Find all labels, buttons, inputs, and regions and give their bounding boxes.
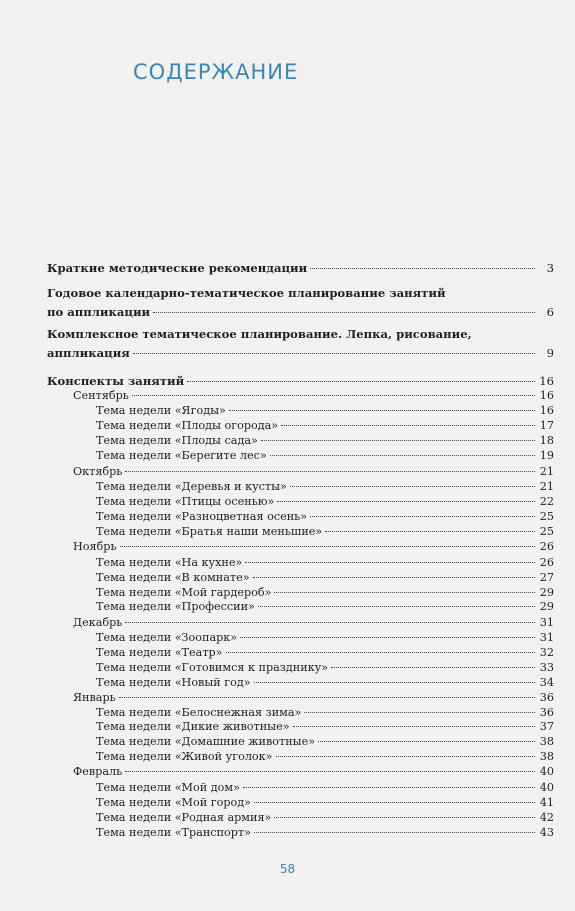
toc-entry-title: Тема недели «Белоснежная зима» [96,706,302,719]
toc-page-number: 17 [539,419,554,432]
toc-topic [96,781,554,795]
toc-entry-title: Тема недели «Профессии» [96,600,255,613]
dot-leader [132,395,535,396]
toc-entry-title: Тема недели «На кухне» [96,556,243,569]
toc-entry-title: Тема недели «Ягоды» [96,404,226,417]
toc-page-number: 36 [539,706,554,719]
dot-leader [125,471,535,472]
toc-page-number: 3 [546,261,554,275]
toc-topic [96,811,554,825]
toc-entry-line: Годовое календарно-тематическое планирование занятий [47,286,446,300]
toc-page-number: 21 [539,480,554,493]
toc-page-number: 31 [539,616,554,629]
toc-entry-title: Тема недели «Плоды сада» [96,434,258,447]
toc-entry-title: Декабрь [73,616,123,629]
toc-topic [96,495,554,509]
toc-topic [96,735,554,749]
toc-month [73,540,554,554]
dot-leader [290,486,535,487]
toc-topic [96,586,554,600]
toc-page-number: 9 [546,346,554,360]
dot-leader [270,455,535,456]
toc-entry-title: Тема недели «Мой дом» [96,781,240,794]
toc-page-number: 27 [539,571,554,584]
toc-entry-title: Февраль [73,765,123,778]
toc-page-number: 31 [539,631,554,644]
page-number: 58 [279,862,296,876]
toc-topic [96,676,554,690]
toc-entry-title: аппликация [47,346,130,360]
toc-page-number: 33 [539,661,554,674]
dot-leader [310,268,535,269]
toc-entry-title: Тема недели «Птицы осенью» [96,495,275,508]
toc-topic [96,706,554,720]
toc-page-number: 42 [539,811,554,824]
toc-entry-title: Тема недели «Театр» [96,646,223,659]
toc-topic [96,510,554,524]
toc-page-number: 16 [539,374,554,388]
toc-page-number: 38 [539,735,554,748]
dot-leader [243,787,535,788]
dot-leader [277,501,535,502]
dot-leader [245,562,535,563]
toc-entry-line: Комплексное тематическое планирование. Лепка, рисование, [47,327,472,341]
dot-leader [304,712,535,713]
toc-topic [96,556,554,570]
toc-topic [96,631,554,645]
dot-leader [254,682,535,683]
dot-leader [261,440,535,441]
toc-page-number: 34 [539,676,554,689]
toc-page-number: 19 [539,449,554,462]
toc-page-number: 22 [539,495,554,508]
toc-entry-title: Конспекты занятий [47,374,185,388]
dot-leader [120,546,535,547]
toc-page-number: 43 [539,826,554,839]
toc-topic [96,571,554,585]
toc-page-number: 26 [539,540,554,553]
toc-topic [96,826,554,840]
dot-leader [274,592,535,593]
toc-topic [96,750,554,764]
toc-page-number: 16 [539,389,554,402]
dot-leader [153,312,535,313]
toc-topic [96,525,554,539]
page-title: СОДЕРЖАНИЕ [133,60,299,84]
toc-entry-title: Тема недели «Братья наши меньшие» [96,525,323,538]
dot-leader [276,756,536,757]
toc-month [73,691,554,705]
dot-leader [125,622,535,623]
dot-leader [240,637,535,638]
toc-section [47,261,554,275]
dot-leader [133,353,535,354]
dot-leader [226,652,535,653]
toc-topic [96,434,554,448]
toc-page-number: 26 [539,556,554,569]
toc-entry-title: Тема недели «Мой город» [96,796,251,809]
toc-page-number: 29 [539,586,554,599]
dot-leader [274,817,535,818]
toc-page-number: 32 [539,646,554,659]
toc-topic [96,449,554,463]
dot-leader [325,531,535,532]
toc-entry-title: Тема недели «Живой уголок» [96,750,273,763]
dot-leader [331,667,535,668]
toc-topic [96,661,554,675]
toc-page-number: 38 [539,750,554,763]
toc-topic [96,720,554,734]
dot-leader [119,697,535,698]
dot-leader [293,726,535,727]
toc-entry-title: Тема недели «Новый год» [96,676,251,689]
toc-page-number: 6 [546,305,554,319]
dot-leader [318,741,535,742]
toc-section [47,374,554,388]
toc-entry-title: Тема недели «Деревья и кусты» [96,480,287,493]
dot-leader [310,516,535,517]
toc-page-number: 25 [539,510,554,523]
toc-entry-title: Краткие методические рекомендации [47,261,308,275]
toc-entry-title: Тема недели «Транспорт» [96,826,251,839]
toc-page-number: 41 [539,796,554,809]
toc-page-number: 25 [539,525,554,538]
toc-page-number: 40 [539,765,554,778]
toc-entry-title: Октябрь [73,465,123,478]
toc-entry-title: Тема недели «Разноцветная осень» [96,510,308,523]
toc-page-number: 36 [539,691,554,704]
dot-leader [258,606,535,607]
toc-entry-title: Сентябрь [73,389,129,402]
toc-entry-title: Тема недели «Дикие животные» [96,720,290,733]
toc-entry-title: Тема недели «Плоды огорода» [96,419,279,432]
toc-topic [96,600,554,614]
dot-leader [229,410,535,411]
toc-entry-title: по аппликации [47,305,151,319]
toc-entry-title: Тема недели «В комнате» [96,571,250,584]
toc-page-number: 29 [539,600,554,613]
toc-entry-title: Тема недели «Зоопарк» [96,631,238,644]
toc-topic [96,419,554,433]
toc-topic [96,480,554,494]
dot-leader [281,425,535,426]
toc-topic [96,404,554,418]
toc-entry-title: Январь [73,691,116,704]
toc-month [73,765,554,779]
toc-page-number: 40 [539,781,554,794]
toc-topic [96,796,554,810]
toc-page-number: 37 [539,720,554,733]
toc-entry-title: Тема недели «Готовимся к празднику» [96,661,329,674]
dot-leader [254,832,535,833]
toc-entry-title: Тема недели «Родная армия» [96,811,272,824]
toc-section [47,346,554,360]
toc-entry-title: Ноябрь [73,540,117,553]
dot-leader [253,577,535,578]
dot-leader [187,381,535,382]
toc-entry-title: Тема недели «Домашние животные» [96,735,316,748]
toc-month [73,465,554,479]
toc-page-number: 21 [539,465,554,478]
dot-leader [125,771,535,772]
toc-page-number: 16 [539,404,554,417]
toc-topic [96,646,554,660]
toc-entry-title: Тема недели «Берегите лес» [96,449,267,462]
toc-entry-title: Тема недели «Мой гардероб» [96,586,272,599]
toc-page-number: 18 [539,434,554,447]
toc-month [73,389,554,403]
toc-month [73,616,554,630]
dot-leader [254,802,535,803]
toc-section [47,305,554,319]
